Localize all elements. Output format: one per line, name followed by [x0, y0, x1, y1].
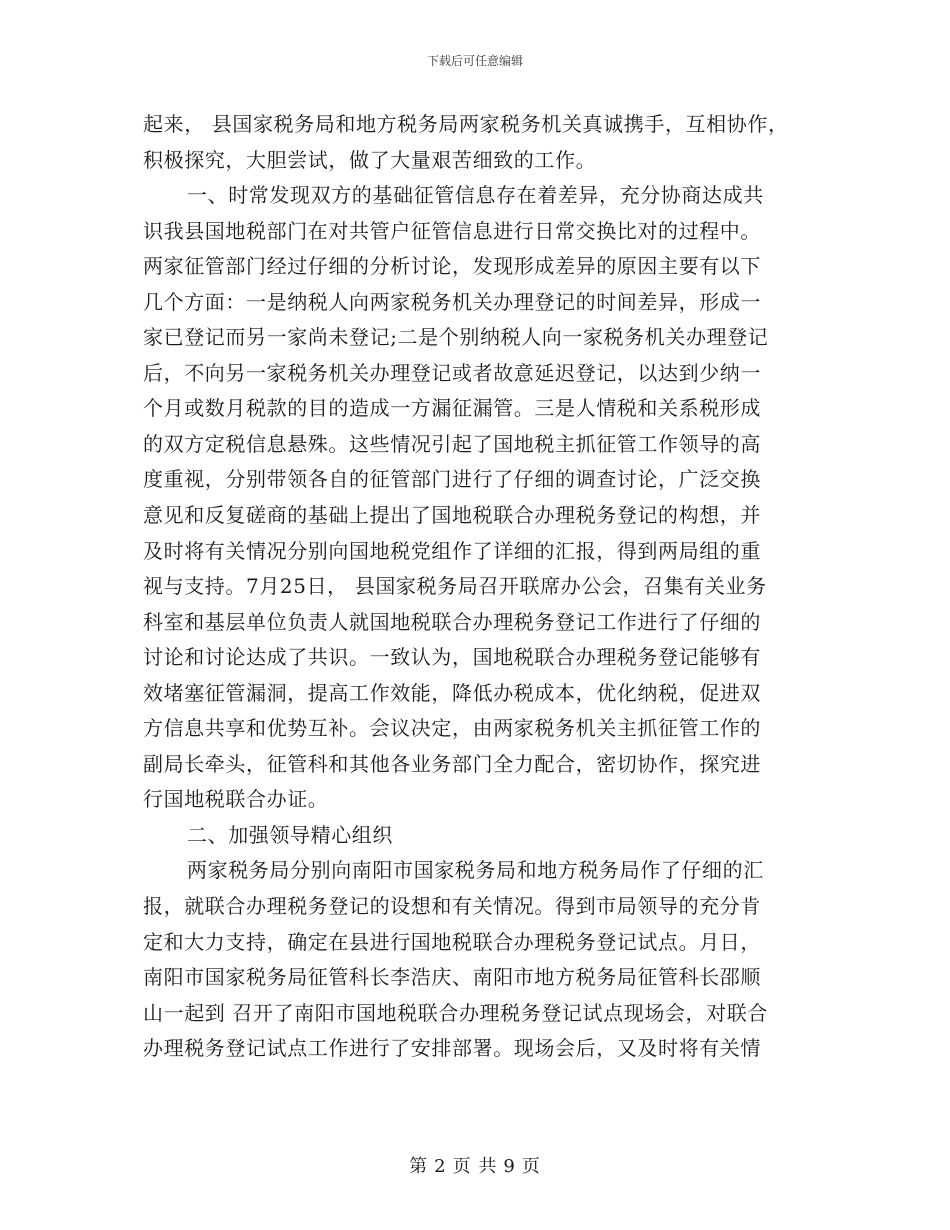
body-line: 视与支持。7月25日， 县国家税务局召开联席办公会，召集有关业务 [143, 574, 767, 599]
body-line: 办理税务登记试点工作进行了安排部署。现场会后，又及时将有关情 [143, 1036, 761, 1061]
body-line: 南阳市国家税务局征管科长李浩庆、南阳市地方税务局征管科长邵顺 [143, 965, 761, 990]
footer-total-pages: 9 [503, 1156, 516, 1177]
body-line: 副局长牵头，征管科和其他各业务部门全力配合，密切协作，探究进 [143, 751, 761, 776]
body-line: 积极探究，大胆尝试，做了大量艰苦细致的工作。 [143, 147, 597, 172]
body-line: 定和大力支持，确定在县进行国地税联合办理税务登记试点。月日， [143, 929, 761, 954]
body-line: 个月或数月税款的目的造成一方漏征漏管。三是人情税和关系税形成 [143, 396, 761, 421]
page-footer [0, 1152, 950, 1178]
document-body [143, 107, 810, 1067]
footer-mid: 页 共 [452, 1156, 498, 1177]
body-line: 起来， 县国家税务局和地方税务局两家税务机关真诚携手，互相协作， [143, 112, 789, 136]
body-line: 几个方面：一是纳税人向两家税务机关办理登记的时间差异，形成一 [143, 289, 761, 314]
body-line: 及时将有关情况分别向国地税党组作了详细的汇报，得到两局组的重 [143, 538, 761, 563]
body-line: 山一起到 召开了南阳市国地税联合办理税务登记试点现场会，对联合 [143, 1000, 768, 1025]
body-line: 两家征管部门经过仔细的分析讨论，发现形成差异的原因主要有以下 [143, 254, 761, 279]
header-note: 下载后可任意编辑 [426, 54, 523, 68]
body-line: 度重视，分别带领各自的征管部门进行了仔细的调查讨论，广泛交换 [143, 467, 761, 492]
body-line: 两家税务局分别向南阳市国家税务局和地方税务局作了仔细的汇 [187, 858, 764, 883]
body-line: 后，不向另一家税务机关办理登记或者故意延迟登记，以达到少纳一 [143, 360, 761, 385]
body-line: 的双方定税信息悬殊。这些情况引起了国地税主抓征管工作领导的高 [143, 431, 761, 456]
footer-page-number: 2 [434, 1156, 447, 1177]
body-line: 行国地税联合办证。 [143, 787, 329, 812]
body-line: 意见和反复磋商的基础上提出了国地税联合办理税务登记的构想，并 [143, 503, 761, 528]
body-line: 报，就联合办理税务登记的设想和有关情况。得到市局领导的充分肯 [143, 894, 761, 919]
body-line: 科室和基层单位负责人就国地税联合办理税务登记工作进行了仔细的 [143, 609, 761, 634]
body-line: 家已登记而另一家尚未登记;二是个别纳税人向一家税务机关办理登记 [143, 325, 769, 350]
body-line: 识我县国地税部门在对共管户征管信息进行日常交换比对的过程中。 [143, 218, 761, 243]
body-line: 效堵塞征管漏洞，提高工作效能，降低办税成本，优化纳税，促进双 [143, 680, 761, 705]
footer-suffix: 页 [521, 1156, 541, 1177]
body-line: 讨论和讨论达成了共识。一致认为，国地税联合办理税务登记能够有 [143, 645, 761, 670]
body-line: 方信息共享和优势互补。会议决定，由两家税务机关主抓征管工作的 [143, 716, 761, 741]
section-heading-1: 一、时常发现双方的基础征管信息存在着差异，充分协商达成共 [187, 183, 764, 208]
section-heading-2: 二、加强领导精心组织 [187, 822, 393, 847]
footer-prefix: 第 [409, 1156, 429, 1177]
